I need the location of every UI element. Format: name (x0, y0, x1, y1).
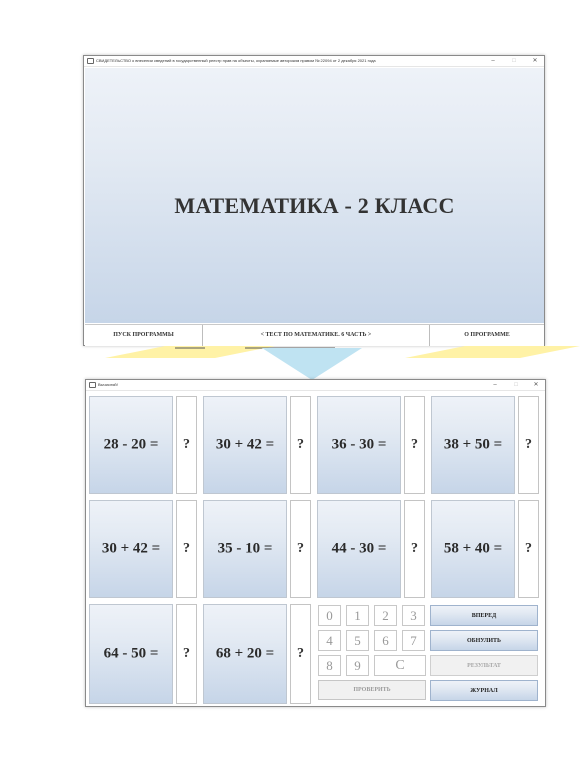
test-part-selector[interactable]: < ТЕСТ ПО МАТЕМАТИКЕ. 6 ЧАСТЬ > (203, 325, 430, 346)
calc-window-titlebar (86, 380, 545, 391)
expression-tile[interactable] (203, 396, 287, 494)
expression-text: 36 - 30 = (331, 436, 387, 453)
close-button[interactable]: ✕ (533, 382, 539, 388)
check-button[interactable]: ПРОВЕРИТЬ (318, 680, 426, 700)
minimize-button[interactable]: – (491, 58, 495, 64)
answer-box[interactable] (176, 500, 197, 598)
expression-text: 28 - 20 = (103, 436, 159, 453)
answer-box[interactable] (518, 500, 539, 598)
answer-box[interactable] (290, 500, 311, 598)
answer-text: ? (525, 437, 532, 452)
answer-text: ? (297, 646, 304, 661)
answer-box[interactable] (404, 500, 425, 598)
forward-button[interactable]: ВПЕРЕД (430, 605, 538, 626)
expression-tile[interactable] (203, 500, 287, 598)
expression-text: 30 + 42 = (215, 436, 275, 453)
key-8[interactable]: 8 (318, 655, 341, 676)
expression-text: 38 + 50 = (443, 436, 503, 453)
answer-box[interactable] (176, 396, 197, 494)
key-9[interactable]: 9 (346, 655, 369, 676)
main-window (83, 55, 545, 346)
main-window-title: СВИДЕТЕЛЬСТВО о внесении сведений в государственный реестр прав на объекты, охраняемые авторским правом № 22094 от 2 декабря 2021 года (96, 58, 376, 63)
answer-text: ? (411, 541, 418, 556)
close-button[interactable]: ✕ (532, 58, 538, 64)
decorative-arrow (262, 348, 362, 380)
main-window-titlebar (84, 56, 544, 67)
key-7[interactable]: 7 (402, 630, 425, 651)
key-0[interactable]: 0 (318, 605, 341, 626)
expression-text: 58 + 40 = (443, 540, 503, 557)
key-5[interactable]: 5 (346, 630, 369, 651)
expression-tile[interactable] (317, 500, 401, 598)
expression-tile[interactable] (317, 396, 401, 494)
answer-text: ? (183, 646, 190, 661)
answer-text: ? (297, 541, 304, 556)
app-icon (89, 382, 96, 388)
splash-panel (85, 68, 544, 323)
answer-text: ? (183, 437, 190, 452)
maximize-button[interactable]: □ (514, 382, 518, 388)
answer-text: ? (297, 437, 304, 452)
answer-box[interactable] (404, 396, 425, 494)
expression-tile[interactable] (89, 500, 173, 598)
main-nav-bar (85, 324, 544, 345)
expression-text: 44 - 30 = (331, 540, 387, 557)
expression-tile[interactable] (203, 604, 287, 704)
key-2[interactable]: 2 (374, 605, 397, 626)
key-1[interactable]: 1 (346, 605, 369, 626)
expression-tile[interactable] (89, 396, 173, 494)
expression-text: 30 + 42 = (101, 540, 161, 557)
answer-box[interactable] (290, 604, 311, 704)
maximize-button[interactable]: □ (512, 58, 516, 64)
key-6[interactable]: 6 (374, 630, 397, 651)
answer-text: ? (183, 541, 190, 556)
about-program-button[interactable]: О ПРОГРАММЕ (430, 325, 544, 346)
answer-text: ? (411, 437, 418, 452)
expression-tile[interactable] (431, 396, 515, 494)
journal-button[interactable]: ЖУРНАЛ (430, 680, 538, 701)
expression-tile[interactable] (431, 500, 515, 598)
page-title: МАТЕМАТИКА - 2 КЛАСС (174, 193, 455, 218)
app-icon (87, 58, 94, 64)
start-program-button[interactable]: ПУСК ПРОГРАММЫ (85, 325, 203, 346)
key-4[interactable]: 4 (318, 630, 341, 651)
answer-box[interactable] (290, 396, 311, 494)
result-button[interactable]: РЕЗУЛЬТАТ (430, 655, 538, 676)
expression-text: 64 - 50 = (103, 645, 159, 662)
expression-tile[interactable] (89, 604, 173, 704)
answer-box[interactable] (176, 604, 197, 704)
expression-text: 35 - 10 = (217, 540, 273, 557)
calc-window-title: Вычисляй! (98, 382, 118, 387)
calc-window (85, 379, 546, 707)
key-clear[interactable]: C (374, 655, 426, 676)
answer-text: ? (525, 541, 532, 556)
minimize-button[interactable]: – (493, 382, 497, 388)
answer-box[interactable] (518, 396, 539, 494)
key-3[interactable]: 3 (402, 605, 425, 626)
reset-button[interactable]: ОБНУЛИТЬ (430, 630, 538, 651)
expression-text: 68 + 20 = (215, 645, 275, 662)
